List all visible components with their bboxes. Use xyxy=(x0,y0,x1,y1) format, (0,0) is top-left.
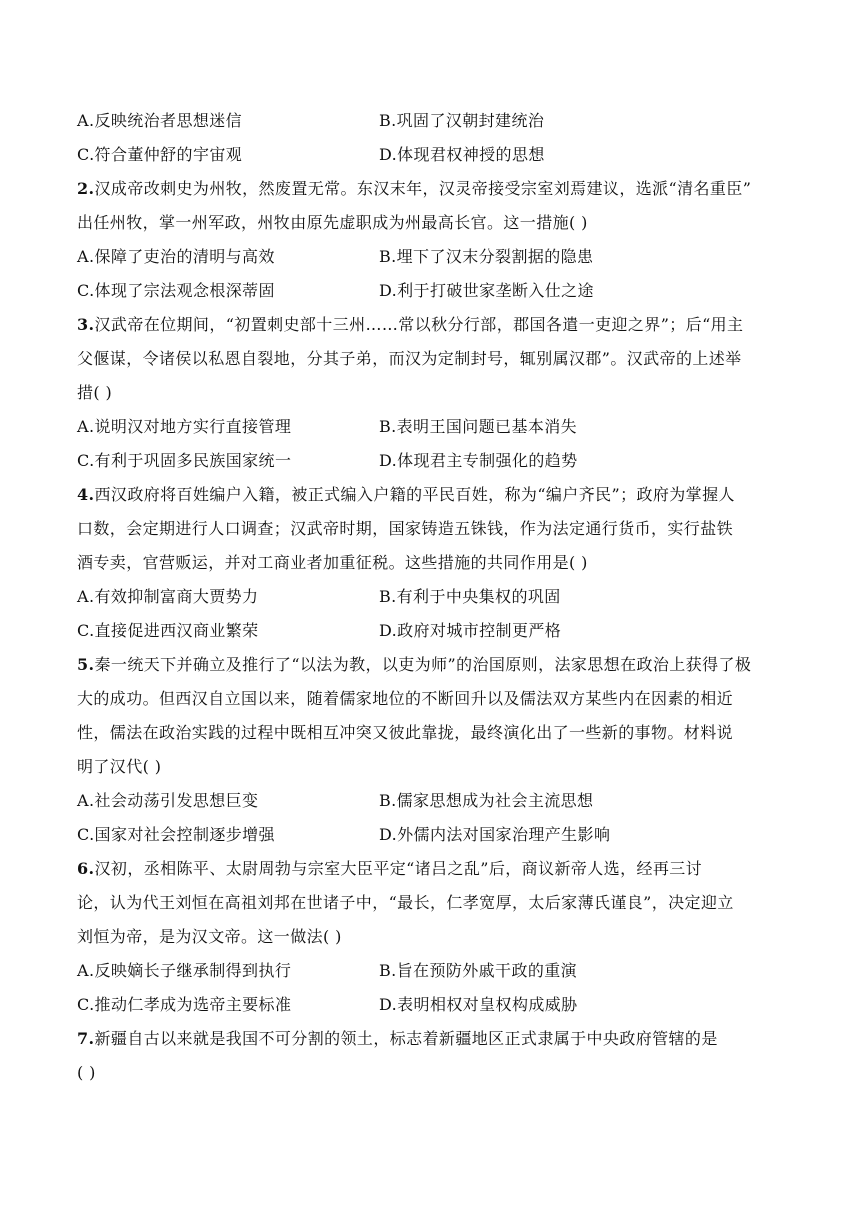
q2-option-d: D.利于打破世家垄断入仕之途 xyxy=(379,281,594,300)
q6-option-a: A.反映嫡长子继承制得到执行 xyxy=(77,961,292,980)
q3-option-d: D.体现君主专制强化的趋势 xyxy=(379,451,578,470)
q4-stem-line-1: 4.西汉政府将百姓编户入籍，被正式编入户籍的平民百姓，称为“编户齐民”；政府为掌握人 xyxy=(77,485,735,504)
q5-option-d: D.外儒内法对国家治理产生影响 xyxy=(379,825,611,844)
q7-stem-line-1: 7.新疆自古以来就是我国不可分割的领土，标志着新疆地区正式隶属于中央政府管辖的是 xyxy=(77,1029,718,1048)
q1-option-c: C.符合董仲舒的宇宙观 xyxy=(77,145,243,164)
q5-stem-line-1: 5.秦一统天下并确立及推行了“以法为教，以吏为师”的治国原则，法家思想在政治上获得了极 xyxy=(77,655,752,674)
q3-stem-line-3: 措( ) xyxy=(77,383,113,402)
q5-option-b: B.儒家思想成为社会主流思想 xyxy=(379,791,594,810)
q4-stem-line-2: 口数，会定期进行人口调查；汉武帝时期，国家铸造五铢钱，作为法定通行货币，实行盐铁 xyxy=(77,519,734,538)
q5-option-c: C.国家对社会控制逐步增强 xyxy=(77,825,275,844)
q2-option-a: A.保障了吏治的清明与高效 xyxy=(77,247,275,266)
q6-number: 6. xyxy=(77,859,95,878)
q7-stem-line-2: ( ) xyxy=(77,1063,96,1082)
q5-stem-line-2: 大的成功。但西汉自立国以来，随着儒家地位的不断回升以及儒法双方某些内在因素的相近 xyxy=(77,689,734,708)
q3-stem-line-1: 3.汉武帝在位期间，“初置刺史部十三州……常以秋分行部，郡国各遣一吏迎之界”；后“用主 xyxy=(77,315,744,334)
q2-option-c: C.体现了宗法观念根深蒂固 xyxy=(77,281,275,300)
q4-number: 4. xyxy=(77,485,95,504)
q3-number: 3. xyxy=(77,315,95,334)
q6-stem-line-1: 6.汉初，丞相陈平、太尉周勃与宗室大臣平定“诸吕之乱”后，商议新帝人选，经再三讨 xyxy=(77,859,703,878)
q3-option-a: A.说明汉对地方实行直接管理 xyxy=(77,417,292,436)
q5-stem-line-3: 性，儒法在政治实践的过程中既相互冲突又彼此靠拢，最终演化出了一些新的事物。材料说 xyxy=(77,723,734,742)
q6-option-b: B.旨在预防外戚干政的重演 xyxy=(379,961,578,980)
q4-option-c: C.直接促进西汉商业繁荣 xyxy=(77,621,259,640)
q5-stem-line-4: 明了汉代( ) xyxy=(77,757,162,776)
q2-stem-line-2: 出任州牧，掌一州军政，州牧由原先虚职成为州最高长官。这一措施( ) xyxy=(77,213,588,232)
q4-stem-line-3: 酒专卖，官营贩运，并对工商业者加重征税。这些措施的共同作用是( ) xyxy=(77,553,588,572)
q1-option-b: B.巩固了汉朝封建统治 xyxy=(379,111,545,130)
q6-stem-line-2: 论，认为代王刘恒在高祖刘邦在世诸子中，“最长，仁孝宽厚，太后家薄氏谨良”，决定迎立 xyxy=(77,893,734,912)
q1-option-d: D.体现君权神授的思想 xyxy=(379,145,545,164)
q4-option-a: A.有效抑制富商大贾势力 xyxy=(77,587,259,606)
q6-option-c: C.推动仁孝成为选帝主要标准 xyxy=(77,995,292,1014)
q1-option-a: A.反映统治者思想迷信 xyxy=(77,111,243,130)
q6-option-d: D.表明相权对皇权构成威胁 xyxy=(379,995,578,1014)
q4-option-b: B.有利于中央集权的巩固 xyxy=(379,587,561,606)
q5-option-a: A.社会动荡引发思想巨变 xyxy=(77,791,259,810)
q2-number: 2. xyxy=(77,179,95,198)
q5-number: 5. xyxy=(77,655,95,674)
q3-option-c: C.有利于巩固多民族国家统一 xyxy=(77,451,292,470)
q6-stem-line-3: 刘恒为帝，是为汉文帝。这一做法( ) xyxy=(77,927,342,946)
q2-option-b: B.埋下了汉末分裂割据的隐患 xyxy=(379,247,594,266)
q4-option-d: D.政府对城市控制更严格 xyxy=(379,621,562,640)
q3-option-b: B.表明王国问题已基本消失 xyxy=(379,417,578,436)
q7-number: 7. xyxy=(77,1029,95,1048)
q2-stem-line-1: 2.汉成帝改刺史为州牧，然废置无常。东汉末年，汉灵帝接受宗室刘焉建议，选派“清名重臣” xyxy=(77,179,752,198)
q3-stem-line-2: 父偃谋，令诸侯以私恩自裂地，分其子弟，而汉为定制封号，辄别属汉郡”。汉武帝的上述举 xyxy=(77,349,742,368)
